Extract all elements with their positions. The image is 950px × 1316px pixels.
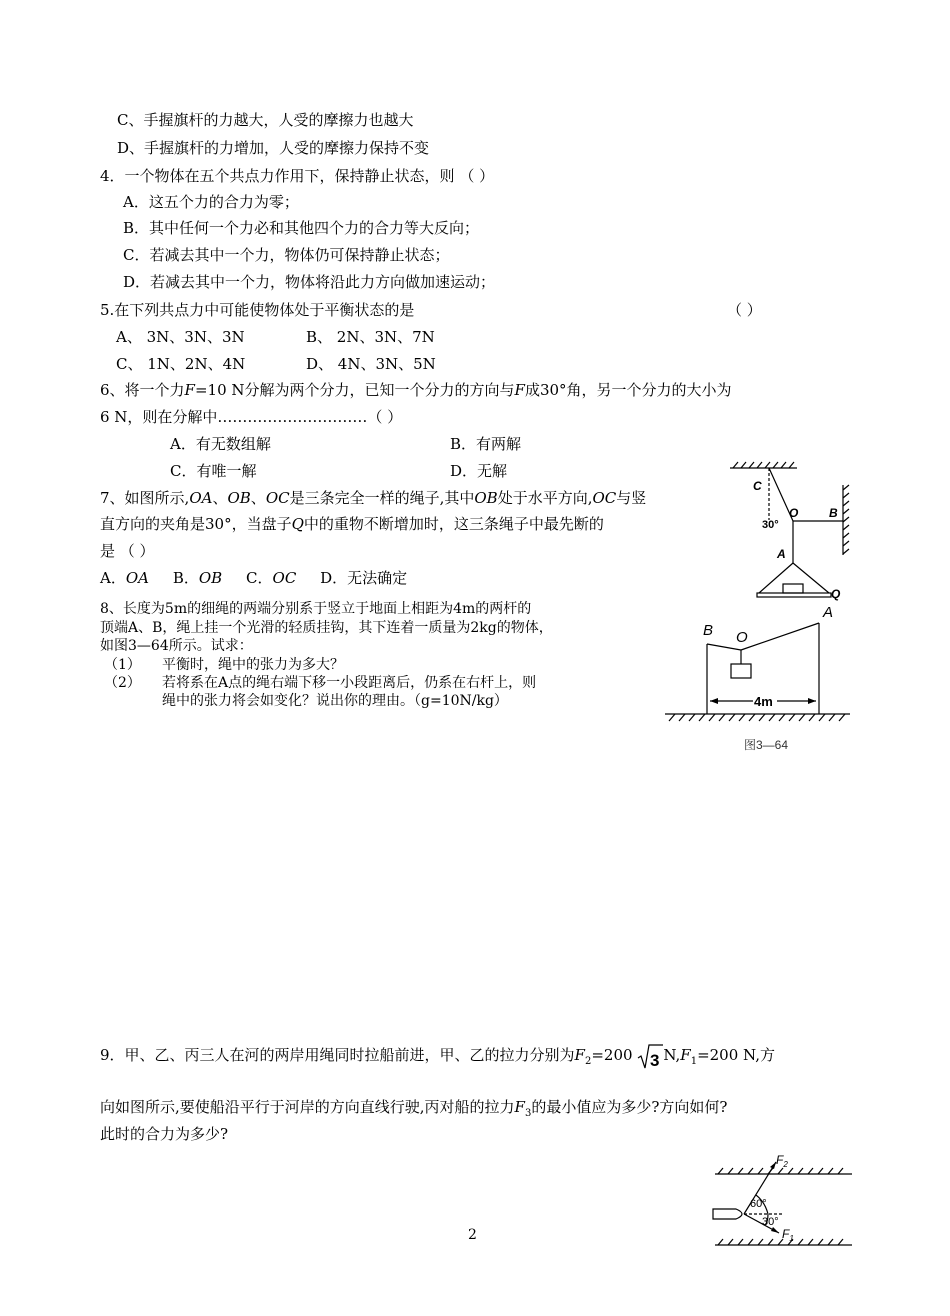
q8-line2: 顶端A、B，绳上挂一个光滑的轻质挂钩，其下连着一质量为2kg的物体， <box>100 620 553 636</box>
q7-fig-label-b: B <box>829 506 838 520</box>
q8-fig-label-b: B <box>703 622 714 639</box>
q8-part1-num: （1） <box>104 657 141 673</box>
q7-fig-label-c: C <box>753 479 762 493</box>
q8-line1: 8、长度为5m的细绳的两端分别系于竖立于地面上相距为4m的两杆的 <box>100 601 532 617</box>
q7-fig-angle: 30° <box>762 519 779 531</box>
q4-option-d: D．若减去其中一个力，物体将沿此力方向做加速运动； <box>123 273 496 291</box>
q8-part2-num: （2） <box>104 675 141 691</box>
q8-figure <box>665 598 855 758</box>
q9-figure <box>710 1150 860 1250</box>
q7-options: A．OA B．OB C．OC D．无法确定 <box>100 569 408 587</box>
q5-option-c: C、 1N、2N、4N <box>116 355 246 373</box>
q7-line2: 直方向的夹角是30°，当盘子Q中的重物不断增加时，这三条绳子中最先断的 <box>100 515 604 533</box>
q9-fig-label-f1: $F_1$ <box>782 1227 794 1243</box>
svg-text:3: 3 <box>650 1051 660 1070</box>
q9-fig-angle-30: 30° <box>762 1216 779 1228</box>
q4-option-c: C．若减去其中一个力，物体仍可保持静止状态； <box>123 246 450 264</box>
q5-stem: 5.在下列共点力中可能使物体处于平衡状态的是 <box>100 301 415 319</box>
q5-option-a: A、 3N、3N、3N <box>116 328 245 346</box>
q8-fig-label-o: O <box>736 629 748 646</box>
q8-part2-line1: 若将系在A点的绳右端下移一小段距离后，仍系在右杆上，则 <box>162 675 537 691</box>
q7-fig-label-o: O <box>789 506 799 520</box>
q4-option-b: B．其中任何一个力必和其他四个力的合力等大反向； <box>123 219 480 237</box>
q8-fig-caption: 图3—64 <box>744 738 789 752</box>
q9-line1: 9．甲、乙、丙三人在河的两岸用绳同时拉船前进，甲、乙的拉力分别为$F_2=200$ 3 $N,F_1=200$ N,方 <box>100 1046 775 1070</box>
q8-fig-distance: 4m <box>754 694 773 709</box>
page-number: 2 <box>468 1227 477 1243</box>
q6-option-d: D．无解 <box>450 462 508 480</box>
q8-part1: 平衡时，绳中的张力为多大？ <box>162 657 344 673</box>
q8-fig-label-a: A <box>823 604 834 621</box>
q5-option-d: D、 4N、3N、5N <box>306 355 436 373</box>
q7-line1: 7、如图所示,OA、OB、OC是三条完全一样的绳子,其中OB处于水平方向,OC与竖 <box>100 489 647 507</box>
q6-option-a: A．有无数组解 <box>170 435 271 453</box>
q9-fig-angle-60: 60° <box>750 1198 767 1210</box>
q4-option-a: A．这五个力的合力为零； <box>123 193 299 211</box>
q6-option-c: C．有唯一解 <box>170 462 257 480</box>
q7-fig-label-q: Q <box>831 587 841 601</box>
q4-stem: 4．一个物体在五个共点力作用下，保持静止状态，则 （ ） <box>100 167 495 185</box>
q3-option-c: C、手握旗杆的力越大，人受的摩擦力也越大 <box>117 111 414 129</box>
q6-line1: 6、将一个力F=10 N分解为两个分力，已知一个分力的方向与F成30°角，另一个分力的大小为 <box>100 381 732 399</box>
q7-figure <box>725 460 855 610</box>
q9-fig-label-f2: $F_2$ <box>776 1153 788 1169</box>
q6-line2: 6 N，则在分解中…………………………（ ） <box>100 408 403 426</box>
q7-line3: 是 （ ） <box>100 542 155 560</box>
sqrt3 <box>637 1046 663 1070</box>
q5-paren: （ ） <box>727 301 762 319</box>
q9-line3: 此时的合力为多少? <box>100 1125 229 1143</box>
q5-option-b: B、 2N、3N、7N <box>306 328 435 346</box>
q8-line3: 如图3—64所示。试求： <box>100 638 253 654</box>
q8-part2-line2: 绳中的张力将会如变化？说出你的理由。（g=10N/kg） <box>162 693 508 709</box>
q9-line2: 向如图所示,要使船沿平行于河岸的方向直线行驶,丙对船的拉力$F_3$的最小值应为多少?方向如何? <box>100 1098 728 1119</box>
q7-fig-label-a: A <box>777 547 786 561</box>
q3-option-d: D、手握旗杆的力增加，人受的摩擦力保持不变 <box>117 139 430 157</box>
q6-option-b: B．有两解 <box>450 435 522 453</box>
